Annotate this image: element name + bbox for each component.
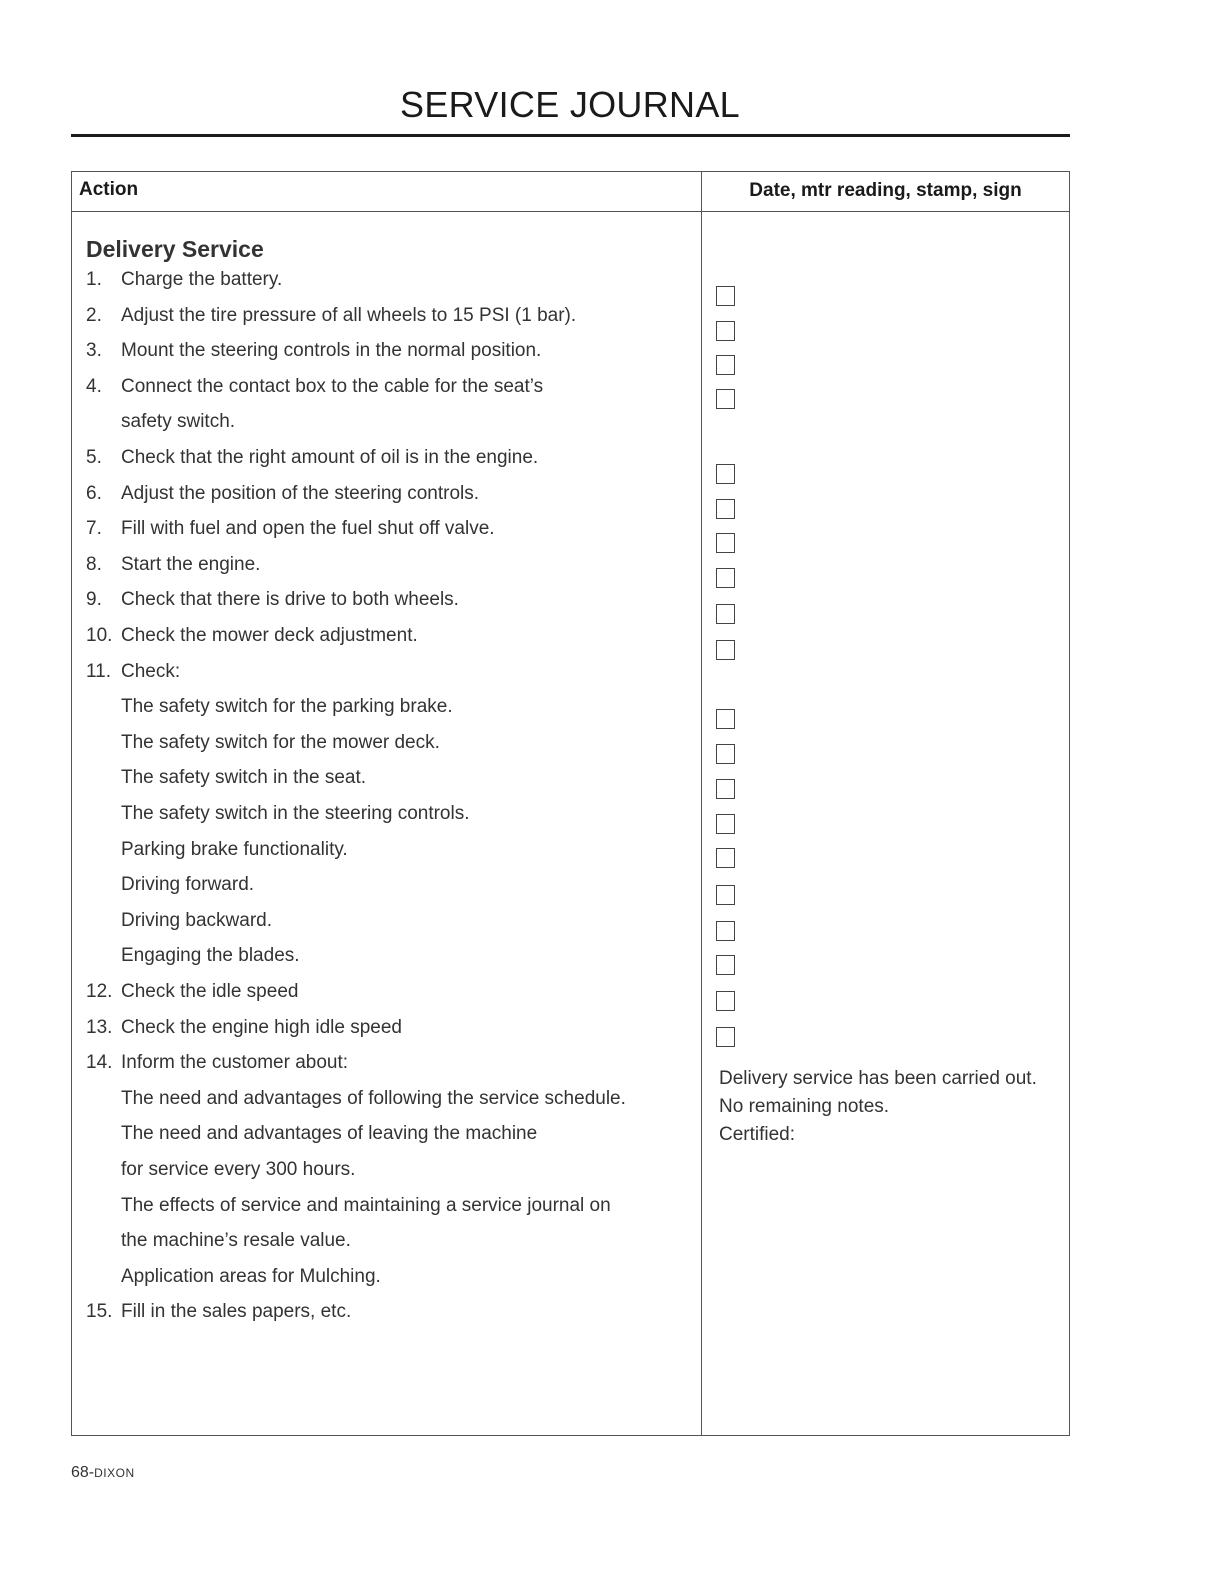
item-text: Driving forward. [121, 874, 255, 895]
item-text: Parking brake functionality. [121, 839, 348, 860]
item-text: Connect the contact box to the cable for the seat’s [121, 376, 544, 397]
item-text: Application areas for Mulching. [121, 1266, 381, 1287]
item-text: Check that there is drive to both wheels. [121, 589, 459, 610]
item-text: Start the engine. [121, 554, 261, 575]
item-text: Mount the steering controls in the normal position. [121, 340, 542, 361]
item-text: the machine’s resale value. [121, 1230, 351, 1251]
checkbox[interactable] [716, 885, 735, 905]
item-text: Charge the battery. [121, 269, 283, 290]
item-text: Fill with fuel and open the fuel shut off valve. [121, 518, 495, 539]
checkbox[interactable] [716, 286, 735, 306]
title-rule [71, 134, 1070, 137]
note-line: Delivery service has been carried out. [719, 1068, 1037, 1089]
checkbox[interactable] [716, 744, 735, 764]
item-number: 4. [86, 376, 102, 397]
item-number: 11. [86, 661, 112, 682]
section-title: Delivery Service [86, 236, 264, 262]
page-footer [71, 1464, 135, 1482]
item-number: 14. [86, 1052, 113, 1073]
item-number: 3. [86, 340, 102, 361]
item-text: Adjust the position of the steering controls. [121, 483, 480, 504]
note-line: Certified: [719, 1124, 796, 1145]
item-number: 9. [86, 589, 102, 610]
column-header-date: Date, mtr reading, stamp, sign [749, 180, 1022, 201]
item-text: The safety switch for the parking brake. [121, 696, 453, 717]
column-divider [701, 172, 702, 1435]
checkbox[interactable] [716, 848, 735, 868]
item-text: safety switch. [121, 411, 236, 432]
checkbox[interactable] [716, 464, 735, 484]
item-text: Driving backward. [121, 910, 272, 931]
checkbox[interactable] [716, 709, 735, 729]
checkbox[interactable] [716, 321, 735, 341]
item-text: Check the engine high idle speed [121, 1017, 402, 1038]
header-divider [72, 211, 1069, 212]
checkbox[interactable] [716, 779, 735, 799]
checkbox[interactable] [716, 921, 735, 941]
item-text: The need and advantages of following the service schedule. [121, 1088, 626, 1109]
checkbox[interactable] [716, 499, 735, 519]
item-text: The safety switch in the seat. [121, 767, 367, 788]
column-header-action: Action [79, 179, 139, 200]
item-number: 12. [86, 981, 113, 1002]
item-number: 15. [86, 1301, 113, 1322]
item-number: 7. [86, 518, 102, 539]
item-text: The need and advantages of leaving the machine [121, 1123, 538, 1144]
checkbox[interactable] [716, 389, 735, 409]
checkbox[interactable] [716, 533, 735, 553]
item-text: Check that the right amount of oil is in the engine. [121, 447, 539, 468]
item-number: 1. [86, 269, 102, 290]
item-text: Adjust the tire pressure of all wheels to 15 PSI (1 bar). [121, 305, 577, 326]
checkbox[interactable] [716, 604, 735, 624]
checkbox[interactable] [716, 814, 735, 834]
item-text: The effects of service and maintaining a service journal on [121, 1195, 611, 1216]
item-text: The safety switch for the mower deck. [121, 732, 440, 753]
page-number: 68- [71, 1464, 95, 1481]
brand-name: DIXON [94, 1466, 135, 1480]
item-number: 13. [86, 1017, 113, 1038]
item-text: Check the mower deck adjustment. [121, 625, 418, 646]
item-text: Fill in the sales papers, etc. [121, 1301, 352, 1322]
item-number: 5. [86, 447, 102, 468]
item-text: Engaging the blades. [121, 945, 300, 966]
item-text: Check: [121, 661, 181, 682]
item-text: Inform the customer about: [121, 1052, 349, 1073]
checkbox[interactable] [716, 991, 735, 1011]
checkbox[interactable] [716, 640, 735, 660]
item-number: 6. [86, 483, 102, 504]
item-text: The safety switch in the steering controls. [121, 803, 470, 824]
item-text: for service every 300 hours. [121, 1159, 356, 1180]
item-number: 8. [86, 554, 102, 575]
checkbox[interactable] [716, 1027, 735, 1047]
note-line: No remaining notes. [719, 1096, 890, 1117]
page-title: SERVICE JOURNAL [400, 84, 740, 125]
checkbox[interactable] [716, 355, 735, 375]
checkbox[interactable] [716, 955, 735, 975]
item-text: Check the idle speed [121, 981, 299, 1002]
checkbox[interactable] [716, 568, 735, 588]
item-number: 10. [86, 625, 113, 646]
item-number: 2. [86, 305, 102, 326]
